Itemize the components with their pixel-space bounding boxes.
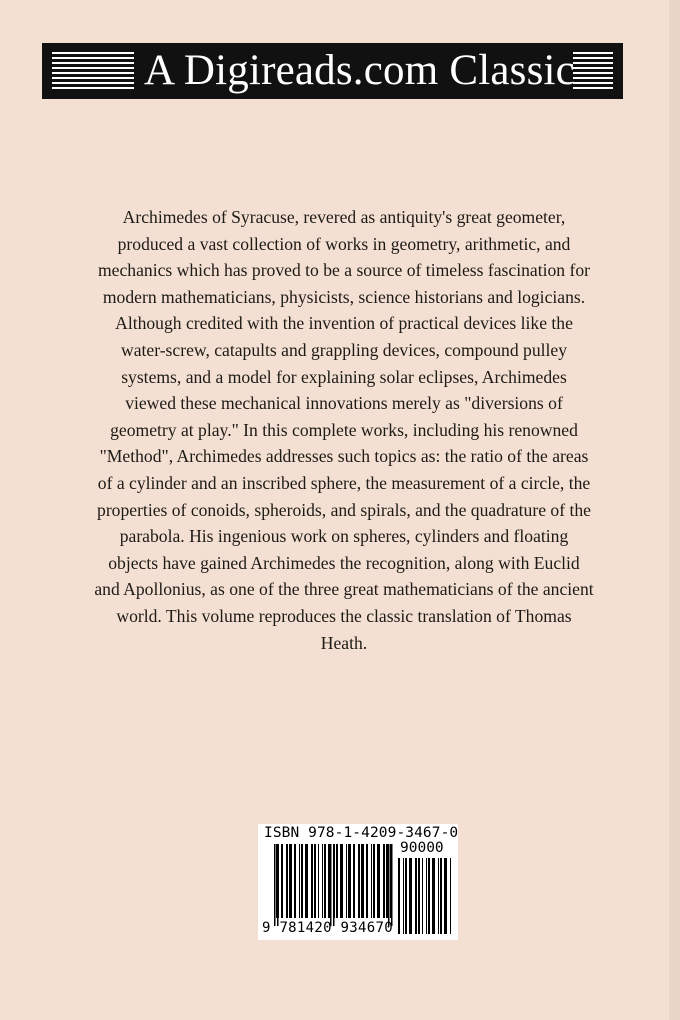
barcode-bar <box>371 844 372 918</box>
page-edge <box>669 0 680 1020</box>
banner-stripes-right <box>573 52 613 90</box>
barcode-bar <box>373 844 375 918</box>
barcode-guard-bar <box>388 844 390 926</box>
barcode-bar <box>418 858 420 934</box>
barcode-bar <box>340 844 343 918</box>
publisher-banner <box>42 43 623 99</box>
barcode-bar <box>336 844 338 918</box>
barcode-bar <box>383 844 385 918</box>
price-code: 90000 <box>400 840 444 856</box>
banner-stripes-left <box>52 52 134 90</box>
barcode-bar <box>386 844 388 918</box>
barcode-bar <box>432 858 435 934</box>
barcode-bar <box>289 844 292 918</box>
barcode-bar <box>353 844 355 918</box>
barcode-bar <box>415 858 417 934</box>
barcode-guard-bar <box>274 844 276 926</box>
isbn-label: ISBN 978-1-4209-3467-0 <box>264 825 459 841</box>
barcode-bar <box>324 844 326 918</box>
barcode-bar <box>301 844 303 918</box>
barcode-bar <box>361 844 364 918</box>
barcode-bar <box>366 844 368 918</box>
barcode-bar <box>390 844 391 918</box>
barcode-guard-bar <box>333 844 335 926</box>
barcode-bar <box>440 858 442 934</box>
barcode-guard-bar <box>391 844 393 926</box>
barcode-bar <box>294 844 296 918</box>
barcode-bar <box>409 858 412 934</box>
barcode-bar <box>322 844 323 918</box>
barcode-bar <box>299 844 300 918</box>
barcode-bar <box>314 844 316 918</box>
barcode-bar <box>311 844 313 918</box>
barcode-bar <box>450 858 451 934</box>
barcode-bar <box>444 858 447 934</box>
barcode-bar <box>403 858 404 934</box>
barcode-bar <box>286 844 288 918</box>
barcode-bar <box>438 858 439 934</box>
banner-title: A Digireads.com Classic <box>144 47 575 94</box>
barcode-bar <box>405 858 407 934</box>
ean-digits: 9 781420 934670 <box>262 920 393 936</box>
barcode-bar <box>348 844 351 918</box>
barcode-bar <box>358 844 360 918</box>
barcode-bar <box>281 844 283 918</box>
barcode-bar <box>318 844 319 918</box>
barcode-bar <box>346 844 347 918</box>
book-description: Archimedes of Syracuse, revered as antiquity's great geometer, produced a vast collection of works in geometry, arithmetic, and mechanics which has proved to be a source of timeless fascination for modern mathematicians, physicists, science historians and logicians. Although credited with the invention of practical devices like the water-screw, catapults and grappling devices, compound pulley systems, and a model for explaining solar eclipses, Archimedes viewed these mechanical innovations merely as "diversions of geometry at play." In this complete works, including his renowned "Method", Archimedes addresses such topics as: the ratio of the areas of a cylinder and an inscribed sphere, the measurement of a circle, the properties of conoids, spheroids, and spirals, and the quadrature of the parabola. His ingenious work on spheres, cylinders and floating objects have gained Archimedes the recognition, along with Euclid and Apollonius, as one of the three great mathematicians of the ancient world. This volume reproduces the classic translation of Thomas Heath. <box>94 207 594 653</box>
barcode-bar <box>426 858 427 934</box>
barcode-bar <box>305 844 308 918</box>
barcode-guard-bar <box>330 844 332 926</box>
isbn-barcode <box>258 824 458 940</box>
barcode-bar <box>377 844 380 918</box>
barcode-bar <box>428 858 430 934</box>
barcode-bar <box>422 858 423 934</box>
barcode-bar <box>398 858 400 934</box>
barcode-guard-bar <box>277 844 279 926</box>
